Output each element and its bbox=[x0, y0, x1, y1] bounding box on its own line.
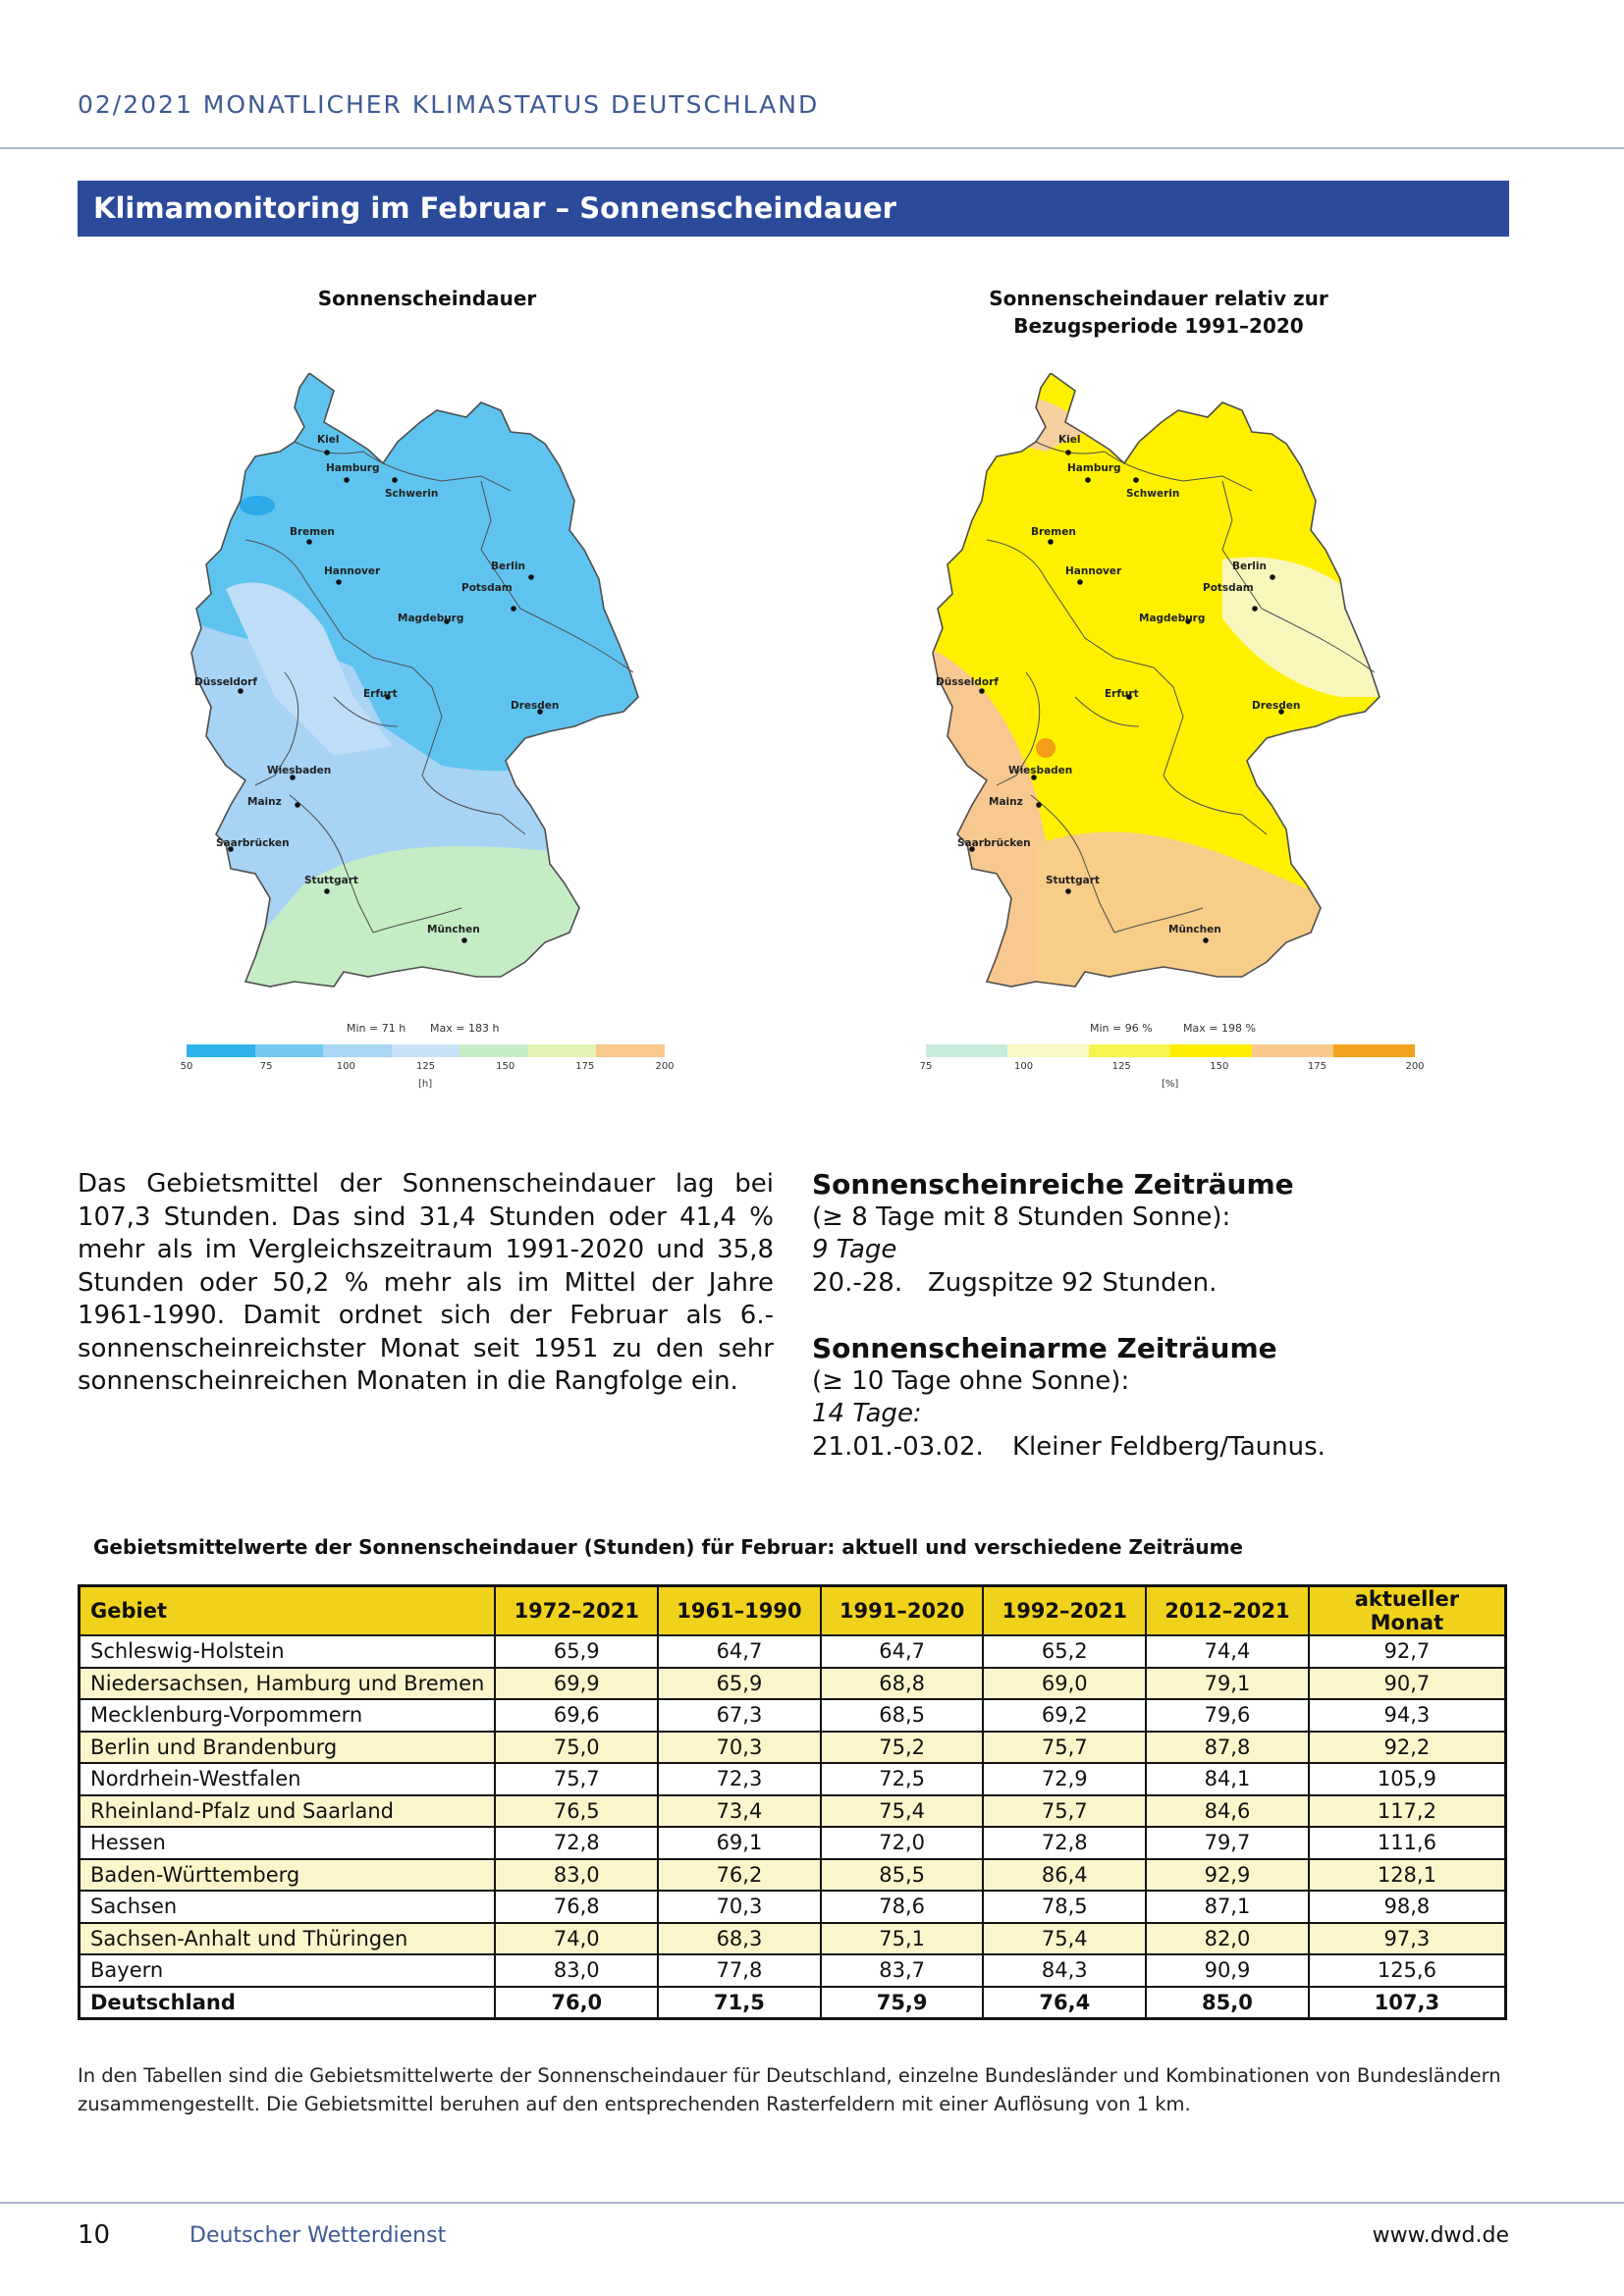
value-cell: 69,1 bbox=[658, 1827, 821, 1859]
dull-periods-count: 14 Tage: bbox=[812, 1399, 922, 1428]
table-row bbox=[80, 1732, 1506, 1764]
table-row bbox=[80, 1699, 1506, 1732]
value-cell: 70,3 bbox=[658, 1732, 821, 1764]
region-cell: Bayern bbox=[80, 1954, 496, 1987]
city-label: Schwerin bbox=[385, 488, 439, 500]
region-cell: Sachsen bbox=[80, 1891, 496, 1923]
column-header: 1992–2021 bbox=[983, 1586, 1146, 1636]
value-cell: 76,2 bbox=[658, 1859, 821, 1892]
scale-segment bbox=[255, 1044, 324, 1057]
scale-tick-label: 75 bbox=[259, 1061, 273, 1072]
value-cell: 85,0 bbox=[1146, 1987, 1309, 2019]
scale-tick-label: 175 bbox=[1307, 1061, 1326, 1072]
value-cell: 72,5 bbox=[821, 1763, 984, 1795]
city-label: Potsdam bbox=[461, 582, 513, 594]
table-footnote: In den Tabellen sind die Gebietsmittelwerte der Sonnenscheindauer für Deutschland, einzelne Bundesländer und Kombinationen von Bundesländern zusammengestellt. Die Gebietsmittel beruhen auf den entsprechenden Rasterfeldern mit einer Auflösung von 1 km. bbox=[78, 2064, 1501, 2115]
value-cell: 76,5 bbox=[495, 1795, 658, 1828]
sunny-periods-heading: Sonnenscheinreiche Zeiträume bbox=[812, 1168, 1294, 1201]
value-cell: 64,7 bbox=[658, 1635, 821, 1668]
scale-tick-label: 100 bbox=[1014, 1061, 1034, 1072]
left-color-scale bbox=[187, 1044, 665, 1057]
city-label: Magdeburg bbox=[1139, 613, 1206, 624]
city-label: Hamburg bbox=[1067, 462, 1121, 474]
value-cell: 70,3 bbox=[658, 1891, 821, 1923]
left-min-label: Min = 71 h bbox=[347, 1022, 406, 1035]
header-divider bbox=[0, 147, 1624, 149]
table-row bbox=[80, 1827, 1506, 1859]
value-cell: 75,7 bbox=[983, 1795, 1146, 1828]
region-cell: Deutschland bbox=[80, 1987, 496, 2019]
table-row bbox=[80, 1891, 1506, 1923]
city-dot bbox=[306, 539, 312, 545]
value-cell: 87,1 bbox=[1146, 1891, 1309, 1923]
city-label: Saarbrücken bbox=[216, 837, 290, 849]
value-cell: 105,9 bbox=[1309, 1763, 1506, 1795]
city-dot bbox=[461, 937, 467, 943]
right-scale-unit: [%] bbox=[1162, 1079, 1179, 1090]
city-dot bbox=[344, 477, 350, 483]
scale-tick-label: 75 bbox=[919, 1061, 933, 1072]
dull-periods-date: 21.01.-03.02. bbox=[812, 1431, 984, 1462]
city-dot bbox=[1065, 888, 1071, 894]
city-label: Dresden bbox=[511, 700, 560, 712]
scale-tick-label: 150 bbox=[1210, 1061, 1229, 1072]
city-label: Hannover bbox=[1065, 565, 1122, 577]
value-cell: 64,7 bbox=[821, 1635, 984, 1668]
value-cell: 83,7 bbox=[821, 1954, 984, 1987]
footer-divider bbox=[0, 2202, 1624, 2204]
sunny-periods-count: 9 Tage bbox=[812, 1235, 897, 1264]
table-row bbox=[80, 1795, 1506, 1828]
value-cell: 111,6 bbox=[1309, 1827, 1506, 1859]
city-label: Wiesbaden bbox=[267, 765, 332, 776]
value-cell: 117,2 bbox=[1309, 1795, 1506, 1828]
value-cell: 65,9 bbox=[658, 1668, 821, 1700]
scale-segment bbox=[323, 1044, 392, 1057]
city-label: Potsdam bbox=[1203, 582, 1254, 594]
value-cell: 84,6 bbox=[1146, 1795, 1309, 1828]
value-cell: 76,0 bbox=[495, 1987, 658, 2019]
region-cell: Berlin und Brandenburg bbox=[80, 1732, 496, 1764]
value-cell: 75,9 bbox=[821, 1987, 984, 2019]
value-cell: 76,4 bbox=[983, 1987, 1146, 2019]
value-cell: 79,1 bbox=[1146, 1668, 1309, 1700]
value-cell: 94,3 bbox=[1309, 1699, 1506, 1732]
city-dot bbox=[392, 477, 398, 483]
city-label: Stuttgart bbox=[1046, 875, 1100, 886]
page-number: 10 bbox=[78, 2220, 111, 2250]
city-label: Mainz bbox=[247, 796, 282, 808]
city-label: Düsseldorf bbox=[194, 676, 257, 688]
value-cell: 75,1 bbox=[821, 1923, 984, 1955]
value-cell: 85,5 bbox=[821, 1859, 984, 1892]
right-max-label: Max = 198 % bbox=[1183, 1022, 1256, 1035]
value-cell: 77,8 bbox=[658, 1954, 821, 1987]
value-cell: 75,7 bbox=[495, 1763, 658, 1795]
scale-segment bbox=[392, 1044, 460, 1057]
city-dot bbox=[979, 688, 985, 694]
city-dot bbox=[1270, 574, 1275, 580]
scale-tick-label: 175 bbox=[575, 1061, 595, 1072]
city-label: Erfurt bbox=[1105, 688, 1139, 700]
value-cell: 74,0 bbox=[495, 1923, 658, 1955]
scale-tick-label: 100 bbox=[336, 1061, 355, 1072]
table-row bbox=[80, 1859, 1506, 1892]
value-cell: 76,8 bbox=[495, 1891, 658, 1923]
left-max-label: Max = 183 h bbox=[430, 1022, 500, 1035]
city-dot bbox=[1077, 579, 1083, 585]
dull-periods-block bbox=[812, 1332, 1519, 1464]
city-dot bbox=[238, 688, 244, 694]
city-dot bbox=[324, 450, 330, 455]
value-cell: 69,6 bbox=[495, 1699, 658, 1732]
value-cell: 75,7 bbox=[983, 1732, 1146, 1764]
city-label: Bremen bbox=[290, 526, 335, 538]
left-scale-ticks bbox=[180, 1061, 675, 1075]
value-cell: 125,6 bbox=[1309, 1954, 1506, 1987]
scale-segment bbox=[926, 1044, 1007, 1057]
value-cell: 74,4 bbox=[1146, 1635, 1309, 1668]
city-label: München bbox=[427, 924, 480, 935]
right-scale-ticks bbox=[919, 1061, 1425, 1075]
scale-segment bbox=[596, 1044, 665, 1057]
city-dot bbox=[1133, 477, 1139, 483]
dull-periods-criterion: (≥ 10 Tage ohne Sonne): bbox=[812, 1365, 1130, 1396]
value-cell: 71,5 bbox=[658, 1987, 821, 2019]
value-cell: 72,0 bbox=[821, 1827, 984, 1859]
zone-max bbox=[1036, 738, 1056, 758]
city-dot bbox=[324, 888, 330, 894]
city-label: Saarbrücken bbox=[957, 837, 1031, 849]
scale-tick-label: 200 bbox=[655, 1061, 675, 1072]
region-cell: Niedersachsen, Hamburg und Bremen bbox=[80, 1668, 496, 1700]
city-label: Kiel bbox=[317, 434, 340, 446]
sunshine-relative-map bbox=[928, 373, 1419, 1021]
table-row bbox=[80, 1763, 1506, 1795]
city-dot bbox=[528, 574, 534, 580]
summary-paragraph: Das Gebietsmittel der Sonnenscheindauer lag bei 107,3 Stunden. Das sind 31,4 Stunden oder 41,4 % mehr als im Vergleichszeitraum 1991-2020 und 35,8 Stunden oder 50,2 % mehr als im Mittel der Jahre 1961-1990. Damit ordnet sich der Februar als 6.-sonnenscheinreichster Monat seit 1951 zu den sehr sonnenscheinreichen Monaten in die Rangfolge ein. bbox=[78, 1169, 774, 1396]
website-url: www.dwd.de bbox=[1372, 2223, 1509, 2248]
value-cell: 75,4 bbox=[821, 1795, 984, 1828]
city-label: Dresden bbox=[1252, 700, 1301, 712]
scale-segment bbox=[1252, 1044, 1333, 1057]
scale-segment bbox=[187, 1044, 255, 1057]
region-cell: Nordrhein-Westfalen bbox=[80, 1763, 496, 1795]
value-cell: 97,3 bbox=[1309, 1923, 1506, 1955]
city-dot bbox=[511, 606, 516, 612]
sunshine-table bbox=[78, 1584, 1507, 2020]
value-cell: 86,4 bbox=[983, 1859, 1146, 1892]
city-dot bbox=[1203, 937, 1209, 943]
city-dot bbox=[1048, 539, 1054, 545]
city-label: Bremen bbox=[1031, 526, 1076, 538]
city-dot bbox=[1252, 606, 1258, 612]
scale-tick-label: 125 bbox=[1111, 1061, 1131, 1072]
scale-segment bbox=[1007, 1044, 1089, 1057]
sunshine-hours-map bbox=[187, 373, 677, 1021]
zone-max bbox=[240, 496, 275, 515]
publisher-name: Deutscher Wetterdienst bbox=[189, 2223, 447, 2248]
city-label: Düsseldorf bbox=[936, 676, 999, 688]
city-dot bbox=[336, 579, 342, 585]
value-cell: 69,0 bbox=[983, 1668, 1146, 1700]
value-cell: 72,8 bbox=[495, 1827, 658, 1859]
sunny-periods-date: 20.-28. bbox=[812, 1267, 903, 1298]
city-label: Berlin bbox=[491, 561, 525, 572]
table-total-row bbox=[80, 1987, 1506, 2019]
dull-periods-heading: Sonnenscheinarme Zeiträume bbox=[812, 1332, 1277, 1364]
value-cell: 92,7 bbox=[1309, 1635, 1506, 1668]
city-label: Magdeburg bbox=[398, 613, 464, 624]
city-label: Kiel bbox=[1058, 434, 1081, 446]
table-header-row bbox=[80, 1586, 1506, 1636]
report-header: 02/2021 MONATLICHER KLIMASTATUS DEUTSCHLAND bbox=[78, 90, 820, 119]
table-row bbox=[80, 1635, 1506, 1668]
value-cell: 90,9 bbox=[1146, 1954, 1309, 1987]
value-cell: 128,1 bbox=[1309, 1859, 1506, 1892]
value-cell: 92,2 bbox=[1309, 1732, 1506, 1764]
city-label: Stuttgart bbox=[304, 875, 358, 886]
value-cell: 84,3 bbox=[983, 1954, 1146, 1987]
column-header: 2012–2021 bbox=[1146, 1586, 1309, 1636]
dull-periods-station: Kleiner Feldberg/Taunus. bbox=[1012, 1431, 1326, 1462]
scale-segment bbox=[1333, 1044, 1415, 1057]
sunny-periods-station: Zugspitze 92 Stunden. bbox=[928, 1267, 1218, 1298]
value-cell: 75,4 bbox=[983, 1923, 1146, 1955]
left-scale-unit: [h] bbox=[418, 1079, 433, 1090]
value-cell: 69,2 bbox=[983, 1699, 1146, 1732]
value-cell: 98,8 bbox=[1309, 1891, 1506, 1923]
value-cell: 68,8 bbox=[821, 1668, 984, 1700]
table-row bbox=[80, 1954, 1506, 1987]
city-label: Erfurt bbox=[363, 688, 398, 700]
value-cell: 92,9 bbox=[1146, 1859, 1309, 1892]
region-cell: Hessen bbox=[80, 1827, 496, 1859]
value-cell: 68,3 bbox=[658, 1923, 821, 1955]
scale-segment bbox=[1170, 1044, 1252, 1057]
city-label: Schwerin bbox=[1126, 488, 1180, 500]
city-dot bbox=[1085, 477, 1091, 483]
value-cell: 73,4 bbox=[658, 1795, 821, 1828]
region-cell: Sachsen-Anhalt und Thüringen bbox=[80, 1923, 496, 1955]
region-cell: Baden-Württemberg bbox=[80, 1859, 496, 1892]
sunny-periods-block bbox=[812, 1168, 1519, 1300]
city-label: Hannover bbox=[324, 565, 381, 577]
value-cell: 83,0 bbox=[495, 1954, 658, 1987]
value-cell: 72,8 bbox=[983, 1827, 1146, 1859]
left-map-title: Sonnenscheindauer bbox=[317, 287, 537, 310]
sunny-periods-entry bbox=[812, 1267, 1519, 1301]
value-cell: 69,9 bbox=[495, 1668, 658, 1700]
value-cell: 65,9 bbox=[495, 1635, 658, 1668]
city-label: Berlin bbox=[1232, 561, 1267, 572]
value-cell: 107,3 bbox=[1309, 1987, 1506, 2019]
scale-segment bbox=[1089, 1044, 1170, 1057]
scale-tick-label: 125 bbox=[415, 1061, 436, 1072]
city-dot bbox=[1036, 802, 1042, 808]
region-cell: Rheinland-Pfalz und Saarland bbox=[80, 1795, 496, 1828]
column-header: 1972–2021 bbox=[495, 1586, 658, 1636]
right-map-title: Sonnenscheindauer relativ zur Bezugsperiode 1991–2020 bbox=[989, 287, 1328, 338]
section-title: Klimamonitoring im Februar – Sonnenscheindauer bbox=[93, 191, 896, 225]
value-cell: 79,6 bbox=[1146, 1699, 1309, 1732]
table-caption: Gebietsmittelwerte der Sonnenscheindauer (Stunden) für Februar: aktuell und verschiedene Zeiträume bbox=[93, 1535, 1243, 1559]
region-cell: Schleswig-Holstein bbox=[80, 1635, 496, 1668]
value-cell: 87,8 bbox=[1146, 1732, 1309, 1764]
dull-periods-entry bbox=[812, 1431, 1519, 1465]
city-label: Hamburg bbox=[326, 462, 380, 474]
column-header: 1991–2020 bbox=[821, 1586, 984, 1636]
city-label: München bbox=[1168, 924, 1221, 935]
value-cell: 75,2 bbox=[821, 1732, 984, 1764]
value-cell: 78,6 bbox=[821, 1891, 984, 1923]
right-color-scale bbox=[926, 1044, 1415, 1057]
value-cell: 82,0 bbox=[1146, 1923, 1309, 1955]
value-cell: 67,3 bbox=[658, 1699, 821, 1732]
column-header: Gebiet bbox=[80, 1586, 496, 1636]
column-header: 1961–1990 bbox=[658, 1586, 821, 1636]
right-min-label: Min = 96 % bbox=[1090, 1022, 1153, 1035]
region-cell: Mecklenburg-Vorpommern bbox=[80, 1699, 496, 1732]
value-cell: 78,5 bbox=[983, 1891, 1146, 1923]
value-cell: 79,7 bbox=[1146, 1827, 1309, 1859]
sunny-periods-criterion: (≥ 8 Tage mit 8 Stunden Sonne): bbox=[812, 1201, 1231, 1232]
value-cell: 65,2 bbox=[983, 1635, 1146, 1668]
table-row bbox=[80, 1923, 1506, 1955]
scale-tick-label: 50 bbox=[180, 1061, 193, 1072]
city-dot bbox=[1065, 450, 1071, 455]
scale-tick-label: 200 bbox=[1405, 1061, 1425, 1072]
city-dot bbox=[295, 802, 300, 808]
column-header: aktueller Monat bbox=[1309, 1586, 1506, 1636]
city-label: Mainz bbox=[989, 796, 1023, 808]
value-cell: 72,3 bbox=[658, 1763, 821, 1795]
table-row bbox=[80, 1668, 1506, 1700]
scale-segment bbox=[528, 1044, 597, 1057]
city-label: Wiesbaden bbox=[1008, 765, 1073, 776]
value-cell: 75,0 bbox=[495, 1732, 658, 1764]
value-cell: 84,1 bbox=[1146, 1763, 1309, 1795]
scale-segment bbox=[460, 1044, 528, 1057]
value-cell: 72,9 bbox=[983, 1763, 1146, 1795]
value-cell: 83,0 bbox=[495, 1859, 658, 1892]
value-cell: 90,7 bbox=[1309, 1668, 1506, 1700]
section-banner bbox=[78, 181, 1509, 237]
value-cell: 68,5 bbox=[821, 1699, 984, 1732]
zone-south bbox=[1036, 832, 1419, 1021]
scale-tick-label: 150 bbox=[496, 1061, 515, 1072]
